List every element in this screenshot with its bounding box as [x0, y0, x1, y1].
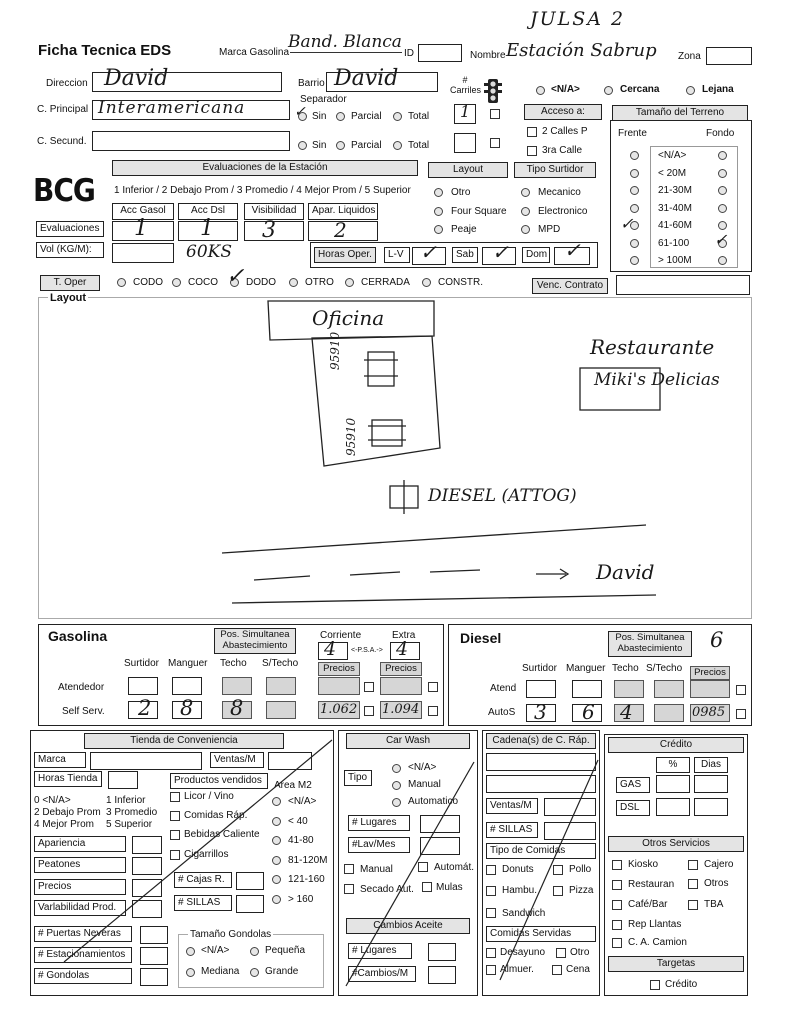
- carwash-mulas-label: Mulas: [436, 882, 463, 893]
- scale-4: 4 Mejor Prom: [34, 819, 95, 830]
- gondola-size-box: [178, 934, 324, 988]
- neveras-field[interactable]: [140, 926, 168, 944]
- gas-precio1-value: 1.062: [320, 702, 358, 717]
- otros-camion-label: C. A. Camion: [628, 937, 687, 948]
- carwash-auto-label: Automatico: [408, 796, 459, 807]
- carwash-lugares-field[interactable]: [420, 815, 460, 833]
- separador-sin-label: Sin: [312, 111, 327, 122]
- otros-servicios-header: Otros Servicios: [608, 836, 744, 852]
- check-mark: ✓: [294, 104, 306, 120]
- cadena-header: Cadena(s) de C. Ráp.: [486, 733, 596, 749]
- area-radio[interactable]: [272, 856, 281, 865]
- layout-foursquare-label: Four Square: [451, 206, 507, 217]
- visibilidad-header: Visibilidad: [244, 203, 304, 220]
- prod-cigarrillos-label: Cigarrillos: [184, 849, 229, 860]
- secund-label: C. Secund.: [37, 136, 87, 147]
- sketch-restaurante: Restaurante: [590, 335, 715, 359]
- toper-dodo-label: DODO: [246, 277, 276, 288]
- tienda-sillas-field[interactable]: [236, 895, 264, 913]
- tienda-sillas-label: # SILLAS: [174, 895, 232, 911]
- cadena-sillas-field[interactable]: [544, 822, 596, 840]
- estacionamientos-label: # Estacionamientos: [34, 947, 132, 963]
- tienda-marca-field[interactable]: [90, 752, 202, 770]
- terreno-header: Tamaño del Terreno: [612, 105, 748, 121]
- tienda-header: Tienda de Conveniencia: [84, 733, 284, 749]
- toper-cerrada-label: CERRADA: [361, 277, 410, 288]
- carwash-lavmes-label: #Lav/Mes: [348, 837, 410, 853]
- carwash-manual-chk-label: Manual: [360, 864, 393, 875]
- credito-gas-pct[interactable]: [656, 775, 690, 793]
- terreno-option-label: > 100M: [658, 255, 692, 266]
- gas-surtidor-col: Surtidor: [124, 658, 160, 669]
- principal-label: C. Principal: [37, 104, 89, 115]
- servida-otro-checkbox[interactable]: [556, 948, 566, 958]
- tienda-ventas-label: Ventas/M: [210, 752, 264, 768]
- toper-dodo-check: ✓: [226, 264, 245, 289]
- apar-liquidos-value: 2: [334, 218, 347, 242]
- zona-label: Zona: [678, 51, 701, 62]
- carwash-na-radio[interactable]: [392, 764, 401, 773]
- tipo-hambu-label: Hambu.: [502, 885, 538, 896]
- carwash-lavmes-field[interactable]: [420, 837, 460, 855]
- gas-techo-col: Techo: [220, 658, 247, 669]
- dsl-atend-label: Atend: [490, 683, 517, 694]
- toper-codo-label: CODO: [133, 277, 163, 288]
- estacionamientos-field[interactable]: [140, 947, 168, 965]
- frente-label: Frente: [618, 128, 647, 139]
- scale-3: 3 Promedio: [106, 807, 158, 818]
- horas-tienda-field[interactable]: [108, 771, 138, 789]
- gas-att-check2[interactable]: [428, 682, 438, 692]
- diesel-title: Diesel: [460, 630, 502, 646]
- credito-pct-header: %: [656, 757, 690, 773]
- gondolas-field[interactable]: [140, 968, 168, 986]
- otros-cajero-label: Cajero: [704, 859, 734, 870]
- sketch-oficina: Oficina: [312, 306, 385, 330]
- acc-dsl-header: Acc Dsl: [178, 203, 238, 220]
- tipo-pollo-label: Pollo: [569, 864, 592, 875]
- dsl-autos-stecho[interactable]: [654, 704, 684, 722]
- otros-kiosko-label: Kiosko: [628, 859, 659, 870]
- gas-stecho-col: S/Techo: [262, 658, 299, 669]
- gondola-grande-label: Grande: [265, 966, 299, 977]
- horas-tienda-label: Horas Tienda: [34, 771, 102, 787]
- gas-self-surtidor-value: 2: [138, 696, 152, 720]
- dsl-autos-manguer-value: 6: [582, 700, 595, 724]
- tipo-sandwich-label: Sandwich: [502, 908, 546, 919]
- sketch-pump-2: 95910: [344, 417, 358, 456]
- sketch-diesel: DIESEL (ATTOG): [428, 486, 577, 506]
- gas-att-check1[interactable]: [364, 682, 374, 692]
- marca-gasolina-value: Band. Blanca: [288, 32, 402, 52]
- corriente-label: Corriente: [320, 630, 362, 641]
- gas-manguer-col: Manguer: [168, 658, 208, 669]
- dom-label: Dom: [522, 247, 550, 263]
- area-m2-label: Area M2: [274, 780, 312, 791]
- dsl-att-precio[interactable]: [690, 680, 730, 698]
- otros-restauran-checkbox[interactable]: [612, 880, 622, 890]
- tienda-ventas-field[interactable]: [268, 752, 312, 770]
- separador-total-label: Total: [408, 111, 430, 122]
- rating-apariencia-field[interactable]: [132, 836, 162, 854]
- carwash-automat-checkbox[interactable]: [418, 862, 428, 872]
- extra-label: Extra: [392, 630, 416, 641]
- gondola-mediana-radio[interactable]: [186, 968, 195, 977]
- prod-licor-checkbox[interactable]: [170, 792, 180, 802]
- prod-comidas-label: Comidas Ráp.: [184, 810, 248, 821]
- gondola-pequena-radio[interactable]: [250, 947, 259, 956]
- evaluaciones-scale: 1 Inferior / 2 Debajo Prom / 3 Promedio / 4 Mejor Prom / 5 Superior: [114, 185, 411, 196]
- area-option-label: 81-120M: [288, 854, 328, 866]
- cambios-header: Cambios Aceite: [346, 918, 470, 934]
- area-option-label: 41-80: [288, 835, 314, 846]
- cambios-lugares-field[interactable]: [428, 943, 456, 961]
- gas-self-manguer-value: 8: [180, 696, 194, 720]
- vol-label: Vol (KG/M):: [36, 242, 104, 258]
- productos-header: Productos vendidos: [170, 773, 268, 789]
- gasolina-title: Gasolina: [48, 628, 108, 644]
- area-radio[interactable]: [272, 895, 281, 904]
- cajas-label: # Cajas R.: [174, 872, 232, 888]
- gas-att-surtidor[interactable]: [128, 677, 158, 695]
- gas-att-precio2[interactable]: [380, 677, 422, 695]
- dsl-precio-value: 0985: [692, 705, 726, 720]
- servida-cena-label: Cena: [566, 964, 590, 975]
- area-option-label: < 40: [288, 815, 308, 827]
- rating-peatones: Peatones: [34, 857, 126, 873]
- dsl-att-manguer[interactable]: [572, 680, 602, 698]
- prod-comidas-checkbox[interactable]: [170, 811, 180, 821]
- evaluaciones-row-label: Evaluaciones: [36, 221, 104, 237]
- otros-otros-checkbox[interactable]: [688, 879, 698, 889]
- targetas-credito-checkbox[interactable]: [650, 980, 660, 990]
- prod-bebidas-label: Bebidas Caliente: [184, 829, 260, 840]
- prod-bebidas-checkbox[interactable]: [170, 830, 180, 840]
- direccion-label: Direccion: [46, 78, 88, 89]
- sec-parcial-label: Parcial: [351, 140, 382, 151]
- tipo-comidas-header: Tipo de Comidas: [486, 843, 596, 859]
- otros-tba-label: TBA: [704, 899, 724, 910]
- tipo-pollo-checkbox[interactable]: [553, 865, 563, 875]
- dsl-autos-check[interactable]: [736, 709, 746, 719]
- marca-gasolina-label: Marca Gasolina: [219, 47, 290, 58]
- gas-att-stecho[interactable]: [266, 677, 296, 695]
- gondola-na-label: <N/A>: [201, 945, 230, 956]
- gas-self-check1[interactable]: [364, 706, 374, 716]
- area-option-label: > 160: [288, 893, 314, 905]
- gas-self-stecho[interactable]: [266, 701, 296, 719]
- otros-llantas-label: Rep Llantas: [628, 919, 682, 930]
- lejana-label: Lejana: [702, 84, 734, 95]
- rating-variabilidad-field[interactable]: [132, 900, 162, 918]
- gasolina-pos-label: Pos. Simultanea Abastecimiento: [214, 628, 296, 654]
- gondola-na-radio[interactable]: [186, 947, 195, 956]
- dsl-att-surtidor[interactable]: [526, 680, 556, 698]
- cadena-name-1[interactable]: [486, 753, 596, 771]
- carwash-lugares-label: # Lugares: [348, 815, 410, 831]
- vol-value: 60KS: [186, 242, 232, 262]
- gas-precios-1-header: Precios: [318, 662, 360, 676]
- direccion-value: David: [104, 66, 169, 91]
- otros-cajero-checkbox[interactable]: [688, 860, 698, 870]
- principal-value: Interamericana: [98, 98, 246, 118]
- surtidor-mpd-label: MPD: [538, 224, 561, 235]
- venc-contrato-label: Venc. Contrato: [532, 278, 608, 294]
- tipo-pizza-label: Pizza: [569, 885, 594, 896]
- psa-label: <-P.S.A.->: [351, 647, 383, 654]
- otros-restauran-label: Restauran: [628, 879, 675, 890]
- terreno-option-label: 21-30M: [658, 185, 692, 196]
- cajas-field[interactable]: [236, 872, 264, 890]
- surtidor-electronico-label: Electronico: [538, 206, 588, 217]
- tipo-donuts-label: Donuts: [502, 864, 534, 875]
- servida-otro-label: Otro: [570, 947, 590, 958]
- credito-dsl-label: DSL: [616, 800, 650, 816]
- cadena-name-2[interactable]: [486, 775, 596, 793]
- credito-dsl-pct[interactable]: [656, 798, 690, 816]
- surtidor-header: Tipo Surtidor: [514, 162, 596, 178]
- terreno-option-label: 31-40M: [658, 202, 692, 214]
- diesel-pos-label: Pos. Simultanea Abastecimiento: [608, 631, 692, 657]
- tienda-marca-label: Marca: [34, 752, 86, 768]
- gondola-size-label: Tamaño Gondolas: [190, 929, 272, 940]
- gas-att-techo[interactable]: [222, 677, 252, 695]
- tipo-pizza-checkbox[interactable]: [553, 886, 563, 896]
- calles-2p-label: 2 Calles P: [542, 126, 588, 137]
- terreno-option-label: < 20M: [658, 167, 687, 179]
- extra-value: 4: [396, 638, 409, 660]
- gondolas-label: # Gondolas: [34, 968, 132, 984]
- diesel-pos-value: 6: [710, 628, 724, 652]
- acc-gasol-header: Acc Gasol: [112, 203, 174, 220]
- area-radio[interactable]: [272, 797, 281, 806]
- targetas-credito-label: Crédito: [665, 979, 698, 990]
- apar-liquidos-header: Apar. Liquidos: [308, 203, 378, 220]
- dsl-att-check[interactable]: [736, 685, 746, 695]
- carwash-mulas-checkbox[interactable]: [422, 882, 432, 892]
- cadena-ventas-field[interactable]: [544, 798, 596, 816]
- tipo-hambu-checkbox[interactable]: [486, 886, 496, 896]
- carwash-na-label: <N/A>: [408, 762, 437, 773]
- fondo-label: Fondo: [706, 128, 735, 139]
- sketch-mikis: Miki's Delicias: [594, 370, 720, 390]
- dsl-autos-label: AutoS: [488, 707, 516, 718]
- dsl-techo-col: Techo: [612, 663, 639, 674]
- surtidor-mecanico-label: Mecanico: [538, 187, 581, 198]
- na-label: <N/A>: [551, 84, 580, 95]
- layout-type-header: Layout: [428, 162, 508, 178]
- gondola-pequena-label: Pequeña: [265, 945, 306, 956]
- top-note: JULSA 2: [530, 8, 626, 30]
- cadena-ventas-label: Ventas/M: [486, 798, 538, 814]
- credito-dsl-dias[interactable]: [694, 798, 728, 816]
- terreno-option-label: 41-60M: [658, 220, 692, 231]
- self-serv-label: Self Serv.: [62, 706, 105, 717]
- otros-cafebar-checkbox[interactable]: [612, 900, 622, 910]
- sketch-road-label: David: [596, 560, 655, 584]
- carwash-header: Car Wash: [346, 733, 470, 749]
- carwash-tipo-label: Tipo: [344, 770, 372, 786]
- credito-dias-header: Dias: [694, 757, 728, 773]
- area-option-label: <N/A>: [288, 796, 317, 807]
- servida-cena-checkbox[interactable]: [552, 965, 562, 975]
- dsl-manguer-col: Manguer: [566, 663, 606, 674]
- horas-label: Horas Oper.: [314, 247, 376, 263]
- servida-desayuno-label: Desayuno: [500, 947, 546, 958]
- cambios-m-label: #Cambios/M: [348, 966, 416, 982]
- scale-2: 2 Debajo Prom: [34, 807, 101, 818]
- dsl-stecho-col: S/Techo: [646, 663, 683, 674]
- toper-coco-label: COCO: [188, 277, 218, 288]
- rating-peatones-field[interactable]: [132, 857, 162, 875]
- lv-check: ✓: [420, 240, 437, 264]
- neveras-label: # Puertas Neveras: [34, 926, 132, 942]
- area-radio[interactable]: [272, 875, 281, 884]
- form-title: Ficha Tecnica EDS: [38, 42, 172, 59]
- area-radio[interactable]: [272, 836, 281, 845]
- layout-otro-label: Otro: [451, 187, 471, 198]
- prod-cigarrillos-checkbox[interactable]: [170, 850, 180, 860]
- dsl-att-stecho[interactable]: [654, 680, 684, 698]
- rating-precios: Precios: [34, 879, 126, 895]
- gas-precios-2-header: Precios: [380, 662, 422, 676]
- otros-camion-checkbox[interactable]: [612, 938, 622, 948]
- sketch-pump-1: 95910: [328, 331, 342, 370]
- acc-dsl-value: 1: [200, 216, 214, 241]
- otros-tba-checkbox[interactable]: [688, 900, 698, 910]
- cambios-lugares-label: # Lugares: [348, 943, 412, 959]
- toper-constr-label: CONSTR.: [438, 277, 483, 288]
- calle-3ra-label: 3ra Calle: [542, 145, 583, 156]
- toper-label: T. Oper: [40, 275, 100, 291]
- barrio-value: David: [334, 66, 399, 91]
- carriles-value: 1: [460, 102, 471, 121]
- cadena-sillas-label: # SILLAS: [486, 822, 538, 838]
- servida-almuer-label: Almuer.: [500, 964, 534, 975]
- acceso-header: Acceso a:: [524, 104, 602, 120]
- scale-5: 5 Superior: [106, 819, 153, 830]
- atendedor-label: Atendedor: [58, 682, 105, 693]
- dsl-precios-header: Precios: [690, 666, 730, 680]
- gas-precio2-value: 1.094: [382, 702, 420, 717]
- carwash-manual-checkbox[interactable]: [344, 864, 354, 874]
- rating-variabilidad: Varlabilidad Prod.: [34, 900, 126, 916]
- carriles-label: # Carriles: [450, 75, 482, 95]
- frente-mark: ✓: [620, 214, 634, 233]
- terreno-option-label: 61-100: [658, 237, 690, 249]
- nombre-label: Nombre: [470, 50, 506, 61]
- comidas-servidas-header: Comidas Servidas: [486, 926, 596, 942]
- carwash-manual-radio[interactable]: [392, 781, 401, 790]
- acc-gasol-value: 1: [134, 216, 148, 241]
- layout-sketch-label: Layout: [50, 292, 87, 304]
- barrio-label: Barrio: [298, 78, 325, 89]
- scale-1: 1 Inferior: [106, 795, 146, 806]
- carwash-secado-label: Secado Aut.: [360, 884, 414, 895]
- prod-licor-label: Licor / Vino: [184, 791, 234, 802]
- gondola-grande-radio[interactable]: [250, 968, 259, 977]
- carwash-automat-label: Automát.: [434, 862, 475, 873]
- dsl-autos-surtidor-value: 3: [534, 700, 547, 724]
- layout-peaje-label: Peaje: [451, 224, 477, 235]
- otros-otros-label: Otros: [704, 878, 729, 889]
- dsl-autos-techo-value: 4: [620, 700, 633, 724]
- credito-gas-label: GAS: [616, 777, 650, 793]
- rating-precios-field[interactable]: [132, 879, 162, 897]
- separador-parcial-label: Parcial: [351, 111, 382, 122]
- targetas-header: Targetas: [608, 956, 744, 972]
- scale-0: 0 <N/A>: [34, 795, 71, 806]
- servida-desayuno-checkbox[interactable]: [486, 948, 496, 958]
- area-radio[interactable]: [272, 817, 281, 826]
- carwash-auto-radio[interactable]: [392, 798, 401, 807]
- terreno-option-label: <N/A>: [658, 150, 687, 161]
- servida-almuer-checkbox[interactable]: [486, 965, 496, 975]
- corriente-value: 4: [324, 638, 337, 660]
- separador-label: Separador: [300, 94, 347, 105]
- dsl-att-techo[interactable]: [614, 680, 644, 698]
- visibilidad-value: 3: [262, 218, 276, 243]
- gas-att-manguer[interactable]: [172, 677, 202, 695]
- evaluaciones-header: Evaluaciones de la Estación: [112, 160, 418, 176]
- credito-header: Crédito: [608, 737, 744, 753]
- toper-otro-label: OTRO: [305, 277, 334, 288]
- dsl-surtidor-col: Surtidor: [522, 663, 558, 674]
- lv-label: L-V: [384, 247, 410, 263]
- area-option-label: 121-160: [288, 874, 325, 885]
- gondola-mediana-label: Mediana: [201, 966, 240, 977]
- tipo-sandwich-checkbox[interactable]: [486, 908, 496, 918]
- sab-label: Sab: [452, 247, 478, 263]
- gas-self-check2[interactable]: [428, 706, 438, 716]
- id-label: ID: [404, 48, 414, 59]
- gas-att-precio1[interactable]: [318, 677, 360, 695]
- otros-llantas-checkbox[interactable]: [612, 920, 622, 930]
- gas-self-techo-value: 8: [230, 696, 244, 720]
- sab-check: ✓: [492, 240, 509, 264]
- otros-kiosko-checkbox[interactable]: [612, 860, 622, 870]
- otros-cafebar-label: Café/Bar: [628, 899, 668, 910]
- bcg-logo-text: BCG: [33, 172, 95, 209]
- dom-check: ✓: [564, 238, 581, 262]
- fondo-mark: ✓: [714, 230, 728, 249]
- carwash-secado-checkbox[interactable]: [344, 884, 354, 894]
- nombre-value: Estación Sabrup: [506, 40, 657, 61]
- cambios-m-field[interactable]: [428, 966, 456, 984]
- credito-gas-dias[interactable]: [694, 775, 728, 793]
- cercana-label: Cercana: [620, 84, 660, 95]
- sec-total-label: Total: [408, 140, 430, 151]
- rating-apariencia: Apariencia: [34, 836, 126, 852]
- carwash-manual-label: Manual: [408, 779, 441, 790]
- sec-sin-label: Sin: [312, 140, 327, 151]
- tipo-donuts-checkbox[interactable]: [486, 865, 496, 875]
